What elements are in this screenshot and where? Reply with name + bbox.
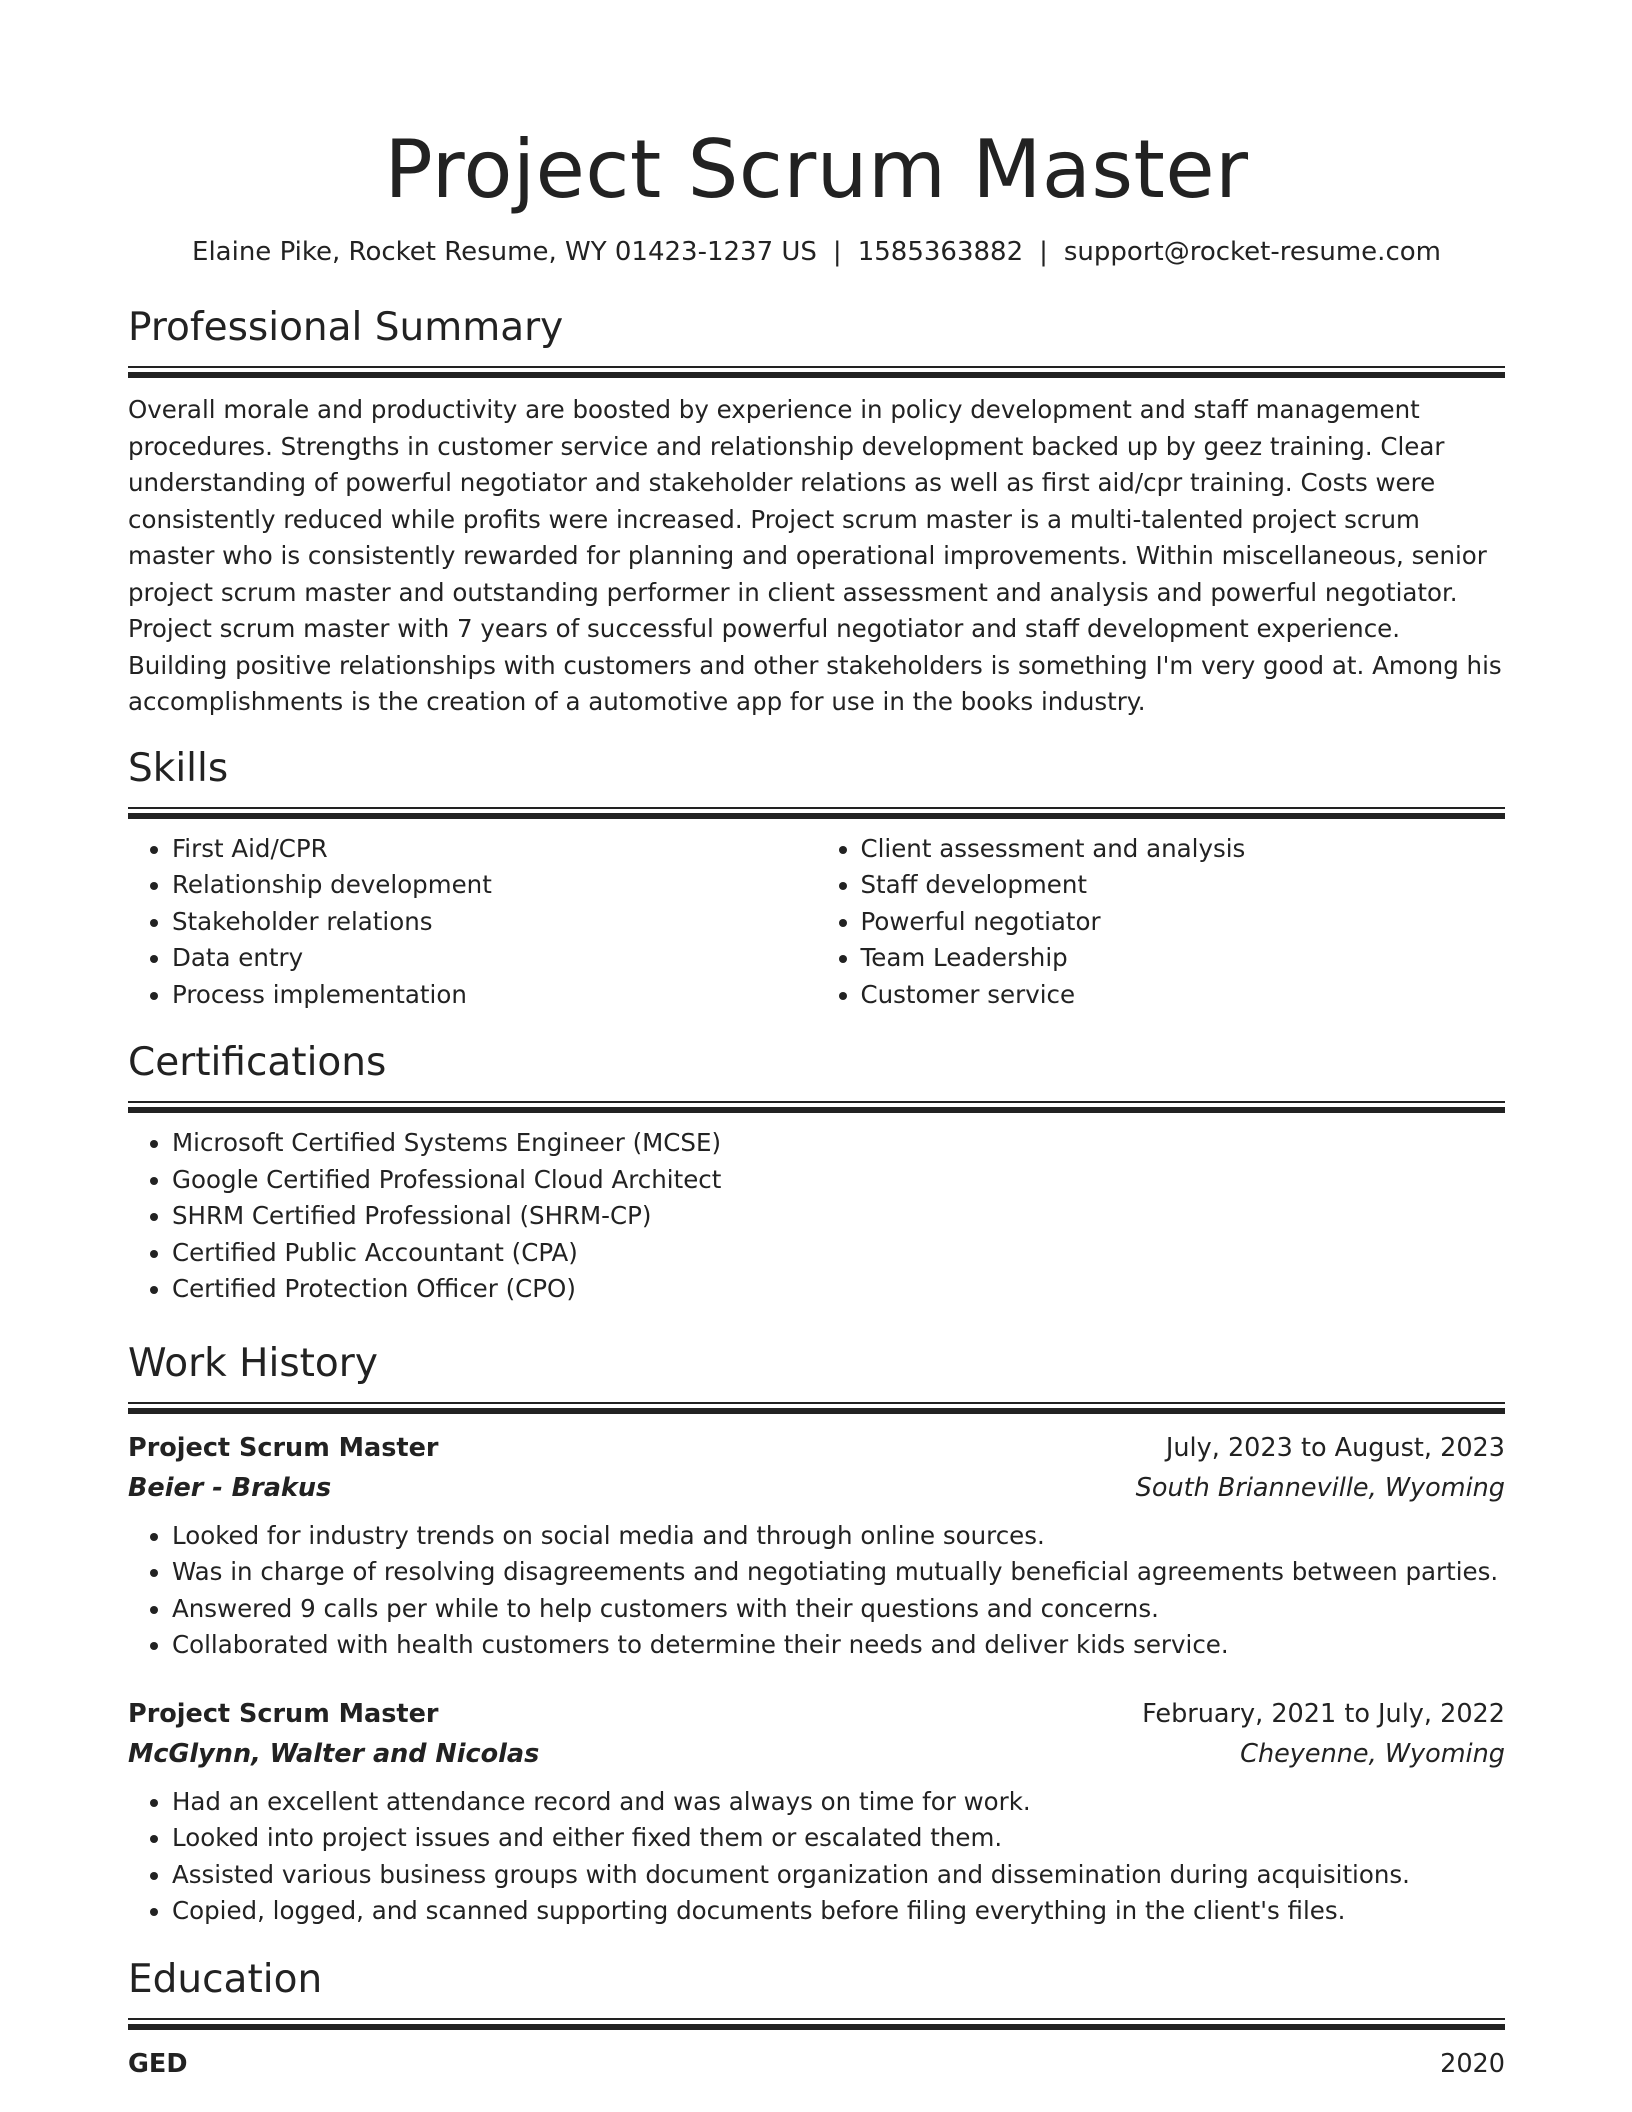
education-section — [128, 1956, 1505, 2084]
job-bullet: • Answered 9 calls per while to help customers with their questions and concerns. — [172, 1591, 1505, 1628]
job-title: Project Scrum Master — [128, 1698, 439, 1729]
job-dates: July, 2023 to August, 2023 — [1165, 1432, 1505, 1463]
summary-heading: Professional Summary — [128, 305, 564, 350]
section-divider — [128, 1402, 1505, 1414]
job-company: McGlynn, Walter and Nicolas — [128, 1738, 540, 1769]
job-bullet: • Copied, logged, and scanned supporting documents before filing everything in the client's files. — [172, 1893, 1505, 1930]
contact-address: Elaine Pike, Rocket Resume, WY 01423-1237 US — [192, 237, 817, 267]
certification-item: • Certified Protection Officer (CPO) — [172, 1271, 1505, 1308]
skills-list-right — [817, 831, 1506, 1014]
resume-page — [128, 0, 1505, 2084]
skill-item: • Process implementation — [172, 977, 817, 1014]
job-bullets — [128, 1784, 1505, 1930]
certifications-list — [128, 1125, 1505, 1308]
skill-item: • Staff development — [861, 867, 1506, 904]
education-degree: GED — [128, 2048, 188, 2079]
job-bullet: • Looked for industry trends on social media and through online sources. — [172, 1518, 1505, 1555]
certification-item: • SHRM Certified Professional (SHRM-CP) — [172, 1198, 1505, 1235]
job-location: Cheyenne, Wyoming — [1240, 1738, 1505, 1769]
job-dates: February, 2021 to July, 2022 — [1142, 1698, 1505, 1729]
job-subheader — [128, 1468, 1505, 1508]
job-subheader — [128, 1734, 1505, 1774]
skill-item: • Relationship development — [172, 867, 817, 904]
job-bullet: • Was in charge of resolving disagreements and negotiating mutually beneficial agreements between parties. — [172, 1554, 1505, 1591]
skill-item: • Data entry — [172, 940, 817, 977]
education-heading: Education — [128, 1956, 323, 2002]
summary-section — [128, 304, 1505, 721]
job-bullet: • Collaborated with health customers to determine their needs and deliver kids service. — [172, 1627, 1505, 1664]
skill-item: • Team Leadership — [861, 940, 1506, 977]
contact-separator: | — [1039, 237, 1048, 267]
contact-phone: 1585363882 — [857, 237, 1024, 267]
contact-line — [128, 234, 1505, 270]
skills-section — [128, 745, 1505, 1014]
job-entry — [128, 1428, 1505, 1664]
job-header — [128, 1428, 1505, 1468]
certification-item: • Certified Public Accountant (CPA) — [172, 1235, 1505, 1272]
job-bullet: • Assisted various business groups with document organization and dissemination during acquisitions. — [172, 1857, 1505, 1894]
education-year: 2020 — [1440, 2048, 1505, 2079]
job-bullet: • Had an excellent attendance record and was always on time for work. — [172, 1784, 1505, 1821]
certification-item: • Google Certified Professional Cloud Architect — [172, 1162, 1505, 1199]
job-location: South Brianneville, Wyoming — [1135, 1472, 1505, 1503]
certifications-section — [128, 1039, 1505, 1308]
skills-heading: Skills — [128, 745, 229, 791]
job-header — [128, 1694, 1505, 1734]
contact-email[interactable]: support@rocket-resume.com — [1063, 237, 1441, 267]
skill-item: • Powerful negotiator — [861, 904, 1506, 941]
job-entry — [128, 1694, 1505, 1930]
skill-item: • Stakeholder relations — [172, 904, 817, 941]
work-history-heading: Work History — [128, 1340, 378, 1386]
job-bullet: • Looked into project issues and either fixed them or escalated them. — [172, 1820, 1505, 1857]
certifications-heading: Certifications — [128, 1040, 387, 1085]
section-divider — [128, 2018, 1505, 2030]
skills-grid — [128, 831, 1505, 1014]
skills-list-left — [128, 831, 817, 1014]
job-bullets — [128, 1518, 1505, 1664]
section-divider — [128, 807, 1505, 819]
skill-item: • Customer service — [861, 977, 1506, 1014]
work-history-section — [128, 1340, 1505, 1930]
section-divider — [128, 366, 1505, 378]
contact-separator: | — [832, 237, 842, 267]
skill-item: • First Aid/CPR — [172, 831, 817, 868]
section-divider — [128, 1101, 1505, 1113]
resume-title: Project Scrum Master — [384, 123, 1249, 216]
education-entry — [128, 2044, 1505, 2084]
job-company: Beier - Brakus — [128, 1472, 332, 1503]
certification-item: • Microsoft Certified Systems Engineer (MCSE) — [172, 1125, 1505, 1162]
summary-text: Overall morale and productivity are boosted by experience in policy development and staff management procedures. Strengths in customer service and relationship development backed up by geez training. Clear understanding of powerful negotiator and stakeholder relations as well as first aid/cpr training. Costs were consistently reduced while profits were increased. Project scrum master is a multi-talented project scrum master who is consistently rewarded for planning and operational improvements. Within miscellaneous, senior project scrum master and outstanding performer in client assessment and analysis and powerful negotiator. Project scrum master with 7 years of successful powerful negotiator and staff development experience. Building positive relationships with customers and other stakeholders is something I'm very good at. Among his accomplishments is the creation of a automotive app for use in the books industry. — [128, 395, 1502, 716]
job-title: Project Scrum Master — [128, 1432, 439, 1463]
skill-item: • Client assessment and analysis — [861, 831, 1506, 868]
